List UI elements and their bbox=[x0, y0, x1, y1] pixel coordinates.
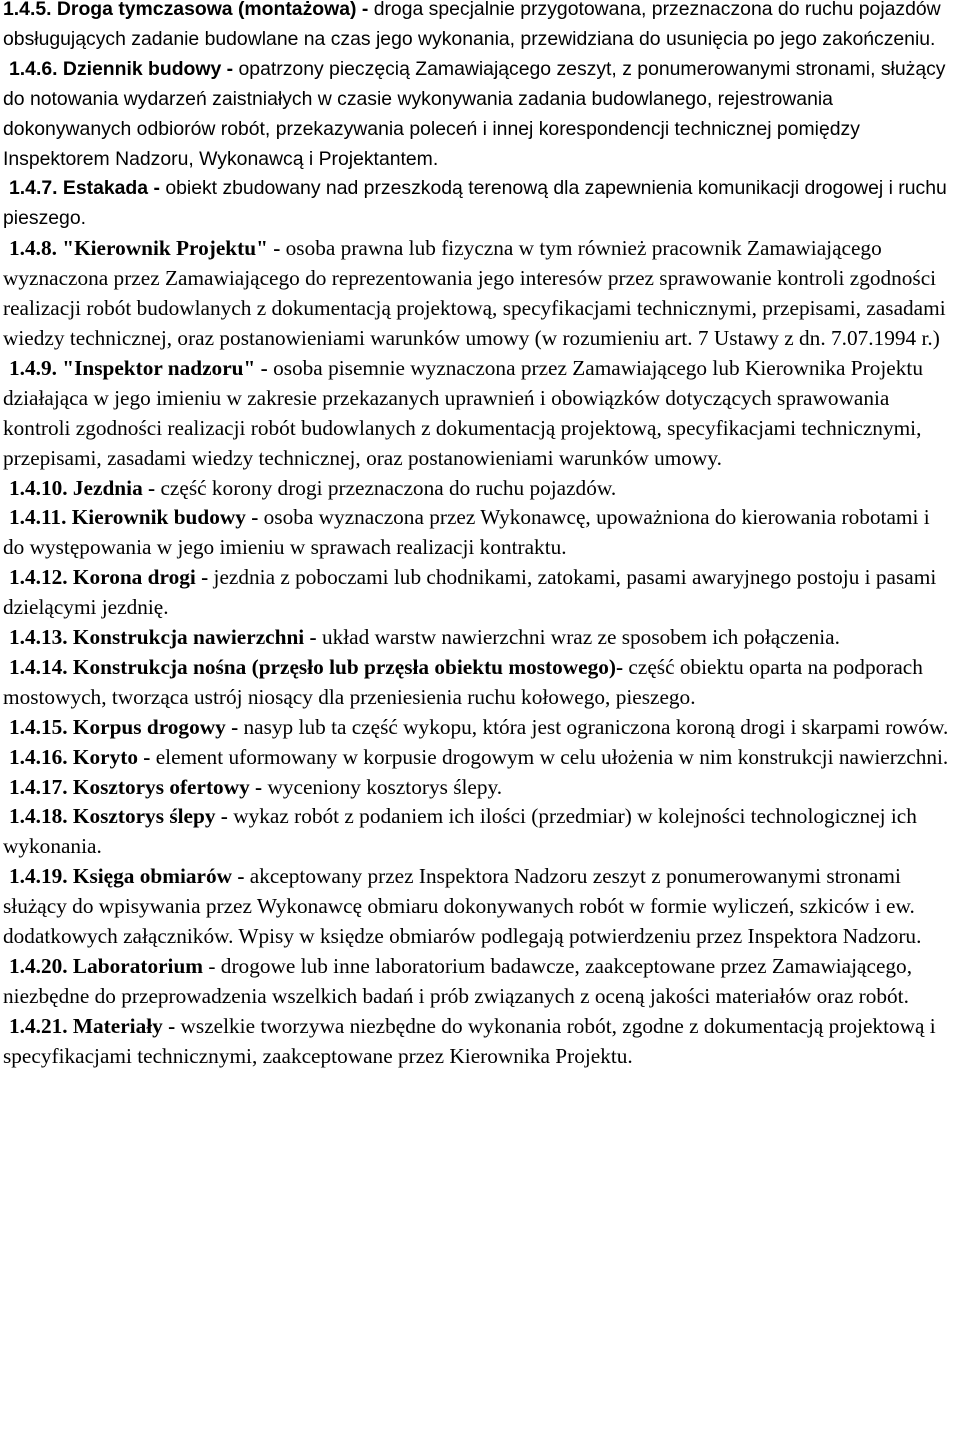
entry-number: 1.4.5. bbox=[3, 0, 52, 20]
entry-number: 1.4.7. bbox=[9, 177, 58, 200]
entry-term: Jezdnia - bbox=[72, 475, 156, 500]
entry-text: osoba prawna lub fizyczna w tym również pracownik Zamawiającego wyznaczona przez Zamawiającego do reprezentowania jego interesów przez sprawowanie kontroli zgodności realizacji robót budowlanych z dokumentacją projektową, specyfikacjami technicznymi, przepisami, zasadami wiedzy technicznej, oraz postanowieniami warunków umowy (w rozumieniu art. 7 Ustawy z dn. 7.07.1994 r.) bbox=[3, 236, 946, 350]
entry-term: Koryto - bbox=[72, 744, 151, 769]
entry-text: osoba wyznaczona przez Wykonawcę, upoważniona do kierowania robotami i do występowania w jego imieniu w sprawach realizacji kontraktu. bbox=[3, 505, 930, 560]
entry-term: "Inspektor nadzoru" - bbox=[62, 355, 268, 380]
entry-number: 1.4.17. bbox=[9, 774, 68, 799]
entry-text: droga specjalnie przygotowana, przeznaczona do ruchu pojazdów obsługujących zadanie budowlane na czas jego wykonania, przewidziana do usunięcia po jego zakończeniu. bbox=[3, 0, 941, 50]
entry-term: Materiały - bbox=[72, 1013, 176, 1038]
entry-number: 1.4.20. bbox=[9, 954, 68, 978]
entry-text: - drogowe lub inne laboratorium badawcze, zaakceptowane przez Zamawiającego, niezbędne do przeprowadzenia wszelkich badań i prób związanych z oceną jakości materiałów oraz robót. bbox=[3, 954, 913, 1008]
entry-term: Księga obmiarów - bbox=[72, 864, 245, 889]
entry-number: 1.4.11. bbox=[9, 505, 67, 530]
entry-term: Kosztorys ślepy - bbox=[72, 804, 228, 829]
entry-text: obiekt zbudowany nad przeszkodą terenową dla zapewnienia komunikacji drogowej i ruchu pieszego. bbox=[3, 177, 947, 230]
entry-term: Konstrukcja nośna (przęsło lub przęsła obiektu mostowego)- bbox=[72, 654, 624, 679]
entry-number: 1.4.8. bbox=[9, 236, 57, 261]
entry-number: 1.4.13. bbox=[9, 625, 68, 650]
definition-entry bbox=[3, 234, 956, 354]
definition-entry bbox=[3, 174, 956, 234]
entry-term: Kosztorys ofertowy - bbox=[72, 774, 263, 799]
definition-entry bbox=[3, 563, 956, 623]
definition-entry bbox=[3, 653, 956, 713]
entry-term: Dziennik budowy - bbox=[62, 57, 234, 80]
entry-number: 1.4.18. bbox=[9, 804, 68, 829]
definition-entry bbox=[3, 503, 956, 563]
definition-entry bbox=[3, 55, 956, 175]
entry-text: układ warstw nawierzchni wraz ze sposobem ich połączenia. bbox=[321, 625, 840, 650]
entry-number: 1.4.12. bbox=[9, 565, 68, 590]
definition-entry bbox=[3, 713, 956, 743]
entry-term: Droga tymczasowa (montażowa) - bbox=[56, 0, 369, 20]
entry-text: wykaz robót z podaniem ich ilości (przedmiar) w kolejności technologicznej ich wykonania. bbox=[3, 804, 917, 859]
entry-number: 1.4.15. bbox=[9, 714, 68, 739]
definition-entry bbox=[3, 354, 956, 474]
definition-entry bbox=[3, 0, 956, 55]
entry-text: część obiektu oparta na podporach mostowych, tworząca ustrój niosący dla przeniesienia ruchu kołowego, pieszego. bbox=[3, 654, 923, 709]
entry-text: jezdnia z poboczami lub chodnikami, zatokami, pasami awaryjnego postoju i pasami dzielącymi jezdnię. bbox=[3, 565, 937, 620]
entry-number: 1.4.9. bbox=[9, 355, 57, 380]
entry-term: "Kierownik Projektu" - bbox=[62, 236, 281, 261]
entry-text: akceptowany przez Inspektora Nadzoru zeszyt z ponumerowanymi stronami służący do wpisywania przez Wykonawcę obmiaru dokonywanych robót w formie wyliczeń, szkiców i ew. dodatkowych załączników. Wpisy w księdze obmiarów podlegają potwierdzeniu przez Inspektora Nadzoru. bbox=[3, 864, 922, 949]
entry-term: Konstrukcja nawierzchni - bbox=[72, 625, 317, 650]
entry-number: 1.4.14. bbox=[9, 654, 68, 679]
entry-term: Estakada - bbox=[62, 177, 160, 200]
entry-text: część korony drogi przeznaczona do ruchu pojazdów. bbox=[160, 475, 617, 500]
entry-number: 1.4.6. bbox=[9, 57, 58, 80]
entry-text: osoba pisemnie wyznaczona przez Zamawiającego lub Kierownika Projektu działająca w jego imieniu w zakresie przekazanych uprawnień i obowiązków dotyczących sprawowania kontroli zgodności realizacji robót budowlanych z dokumentacją projektową, specyfikacjami technicznymi, przepisami, zasadami wiedzy technicznej, oraz postanowieniami warunków umowy. bbox=[3, 355, 923, 470]
entry-text: nasyp lub ta część wykopu, która jest ograniczona koroną drogi i skarpami rowów. bbox=[243, 714, 949, 739]
entry-text: wyceniony kosztorys ślepy. bbox=[267, 774, 503, 799]
definition-entry bbox=[3, 802, 956, 862]
entry-term: Kierownik budowy - bbox=[71, 505, 259, 530]
entry-number: 1.4.19. bbox=[9, 864, 68, 889]
definition-entry bbox=[3, 623, 956, 653]
entry-number: 1.4.10. bbox=[9, 475, 68, 500]
definition-entry bbox=[3, 773, 956, 803]
entry-text: wszelkie tworzywa niezbędne do wykonania robót, zgodne z dokumentacją projektową i specyfikacjami technicznymi, zaakceptowane przez Kierownika Projektu. bbox=[3, 1013, 936, 1068]
entry-number: 1.4.21. bbox=[9, 1013, 68, 1038]
definition-entry bbox=[3, 474, 956, 504]
definition-entry bbox=[3, 952, 956, 1012]
definition-entry bbox=[3, 1012, 956, 1072]
entry-text: opatrzony pieczęcią Zamawiającego zeszyt, z ponumerowanymi stronami, służący do notowania wydarzeń zaistniałych w czasie wykonywania zadania budowlanego, rejestrowania dokonywanych odbiorów robót, przekazywania poleceń i innej korespondencji technicznej pomiędzy Inspektorem Nadzoru, Wykonawcą i Projektantem. bbox=[3, 57, 946, 170]
entry-term: Korpus drogowy - bbox=[72, 714, 239, 739]
definition-entry bbox=[3, 862, 956, 952]
definition-entry bbox=[3, 743, 956, 773]
entry-term: Laboratorium bbox=[72, 954, 204, 978]
entry-number: 1.4.16. bbox=[9, 744, 68, 769]
entry-term: Korona drogi - bbox=[72, 565, 209, 590]
entry-text: element uformowany w korpusie drogowym w celu ułożenia w nim konstrukcji nawierzchni. bbox=[155, 744, 949, 769]
